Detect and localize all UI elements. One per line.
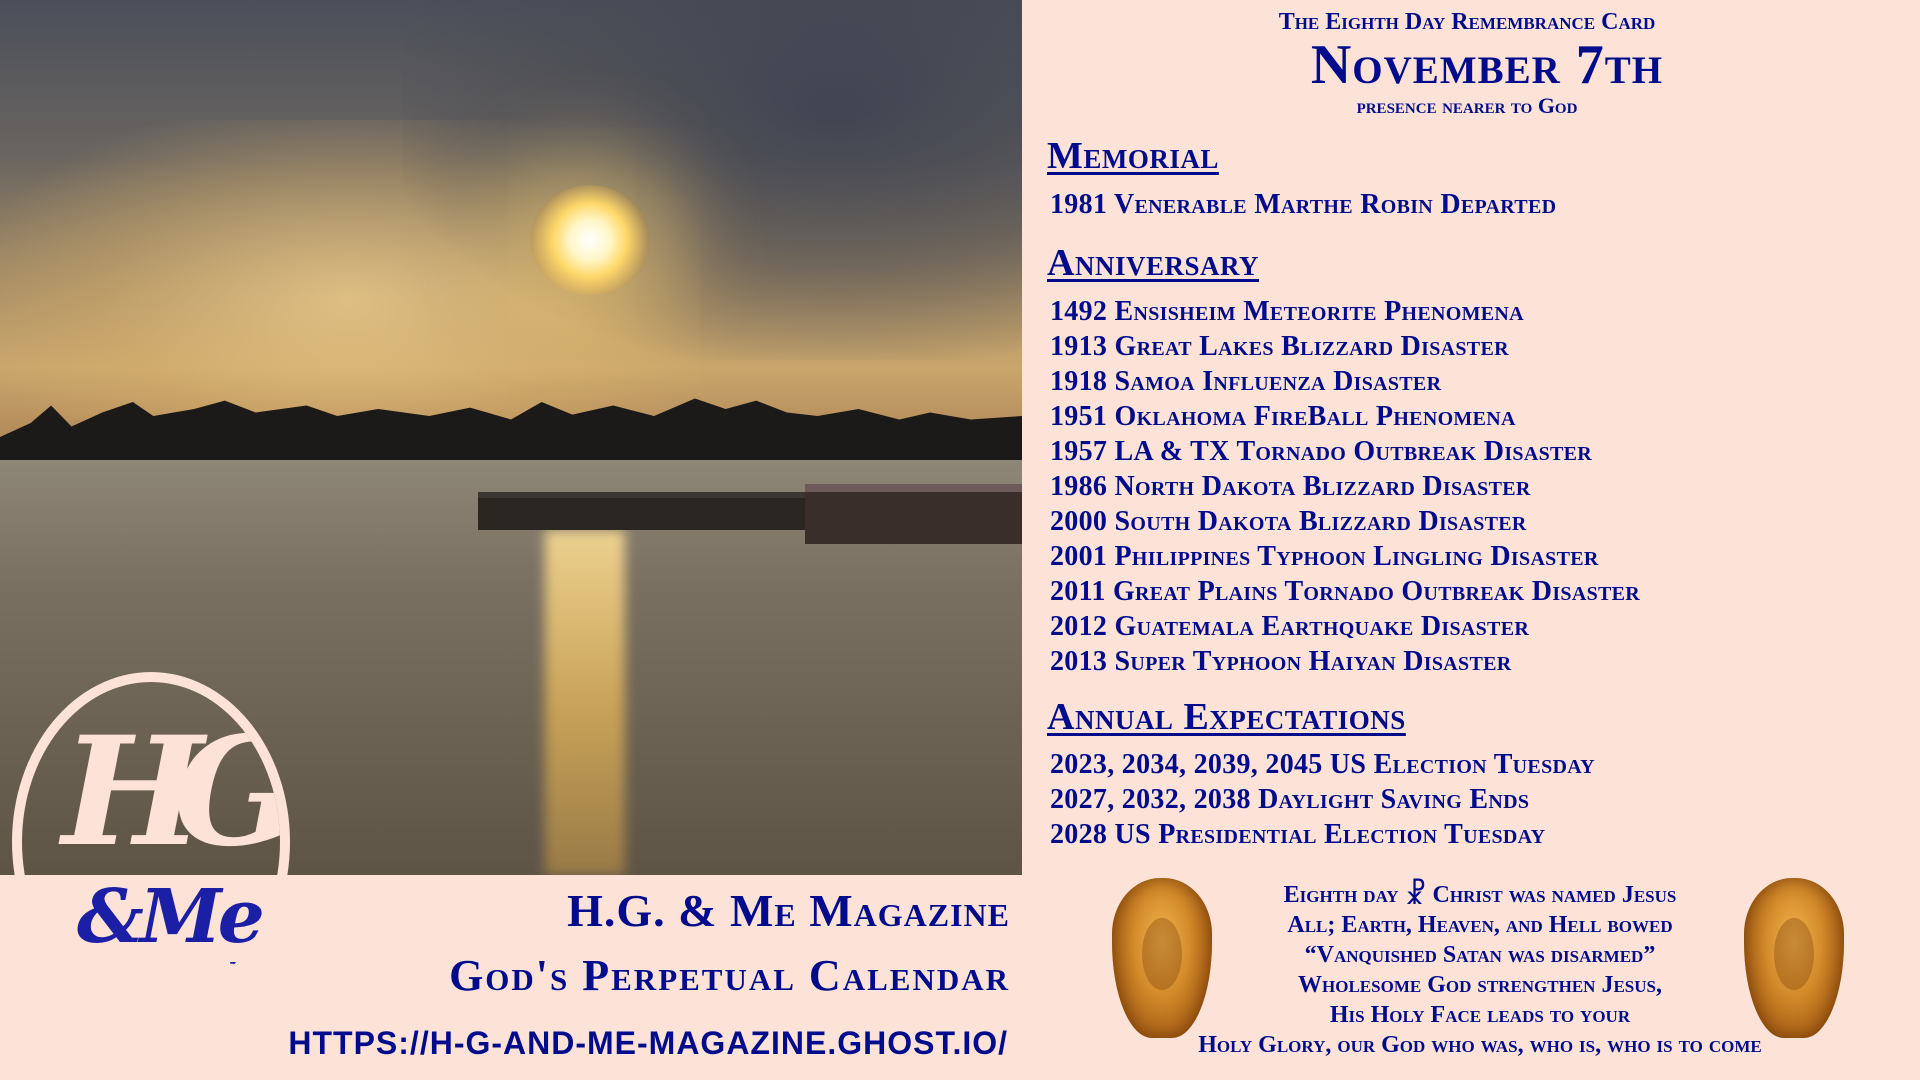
list-item: 1981 Venerable Marthe Robin Departed	[1050, 189, 1557, 220]
sun-reflection	[545, 530, 625, 875]
prayer-line-5: His Holy Face leads to your	[1329, 1002, 1631, 1028]
prayer-line-1: Eighth day ☧ Christ was named Jesus	[1283, 878, 1677, 911]
barge-cargo	[805, 484, 1022, 544]
list-item: 1986 North Dakota Blizzard Disaster	[1050, 471, 1531, 502]
list-item: 1492 Ensisheim Meteorite Phenomena	[1050, 296, 1524, 327]
annual-expectations-heading: Annual Expectations	[1047, 696, 1406, 738]
annual-expectations-list	[1050, 747, 1595, 852]
list-item: 2028 US Presidential Election Tuesday	[1050, 819, 1546, 850]
anniversary-heading: Anniversary	[1047, 242, 1260, 284]
magazine-subtitle: God's Perpetual Calendar	[449, 951, 1010, 1000]
list-item: 2012 Guatemala Earthquake Disaster	[1050, 611, 1530, 642]
logo-hg-monogram: HG	[62, 704, 272, 880]
memorial-heading: Memorial	[1047, 135, 1219, 177]
card-tagline: presence nearer to God	[1356, 93, 1578, 118]
list-item: 1913 Great Lakes Blizzard Disaster	[1050, 331, 1509, 362]
list-item: 2001 Philippines Typhoon Lingling Disaster	[1050, 541, 1599, 572]
prayer-line-6: Holy Glory, our God who was, who is, who is to come	[1198, 1032, 1762, 1058]
sun	[530, 185, 650, 295]
prayer-line-3: “Vanquished Satan was disarmed”	[1304, 942, 1656, 968]
list-item: 2023, 2034, 2039, 2045 US Election Tuesday	[1050, 749, 1595, 780]
magazine-url-link[interactable]: HTTPS://H-G-AND-ME-MAGAZINE.GHOST.IO/	[288, 1025, 1008, 1061]
chi-rho-icon: ☧	[1404, 878, 1427, 911]
list-item: 1951 Oklahoma FireBall Phenomena	[1050, 401, 1516, 432]
storm-clouds	[402, 0, 1022, 360]
prayer-line-4: Wholesome God strengthen Jesus,	[1298, 972, 1662, 998]
magazine-title: H.G. & Me Magazine	[567, 885, 1010, 936]
list-item: 2027, 2032, 2038 Daylight Saving Ends	[1050, 784, 1530, 815]
prayer-line-2: All; Earth, Heaven, and Hell bowed	[1287, 912, 1673, 938]
logo-trademark: TM	[230, 960, 254, 977]
list-item: 2013 Super Typhoon Haiyan Disaster	[1050, 646, 1512, 677]
list-item: 1918 Samoa Influenza Disaster	[1050, 366, 1442, 397]
remembrance-panel	[1022, 0, 1920, 1080]
anniversary-list	[1050, 294, 1640, 679]
list-item: 2011 Great Plains Tornado Outbreak Disaster	[1050, 576, 1641, 607]
card-kicker: The Eighth Day Remembrance Card	[1278, 9, 1656, 35]
list-item: 2000 South Dakota Blizzard Disaster	[1050, 506, 1527, 537]
barge	[478, 492, 848, 530]
memorial-list	[1050, 187, 1556, 222]
card-date: November 7th	[1310, 34, 1664, 96]
list-item: 1957 LA & TX Tornado Outbreak Disaster	[1050, 436, 1593, 467]
prayer-verse	[1100, 880, 1860, 1060]
card-header	[1022, 8, 1802, 118]
hg-and-me-logo	[12, 672, 290, 1012]
logo-and-me-script: &Me	[77, 874, 261, 960]
